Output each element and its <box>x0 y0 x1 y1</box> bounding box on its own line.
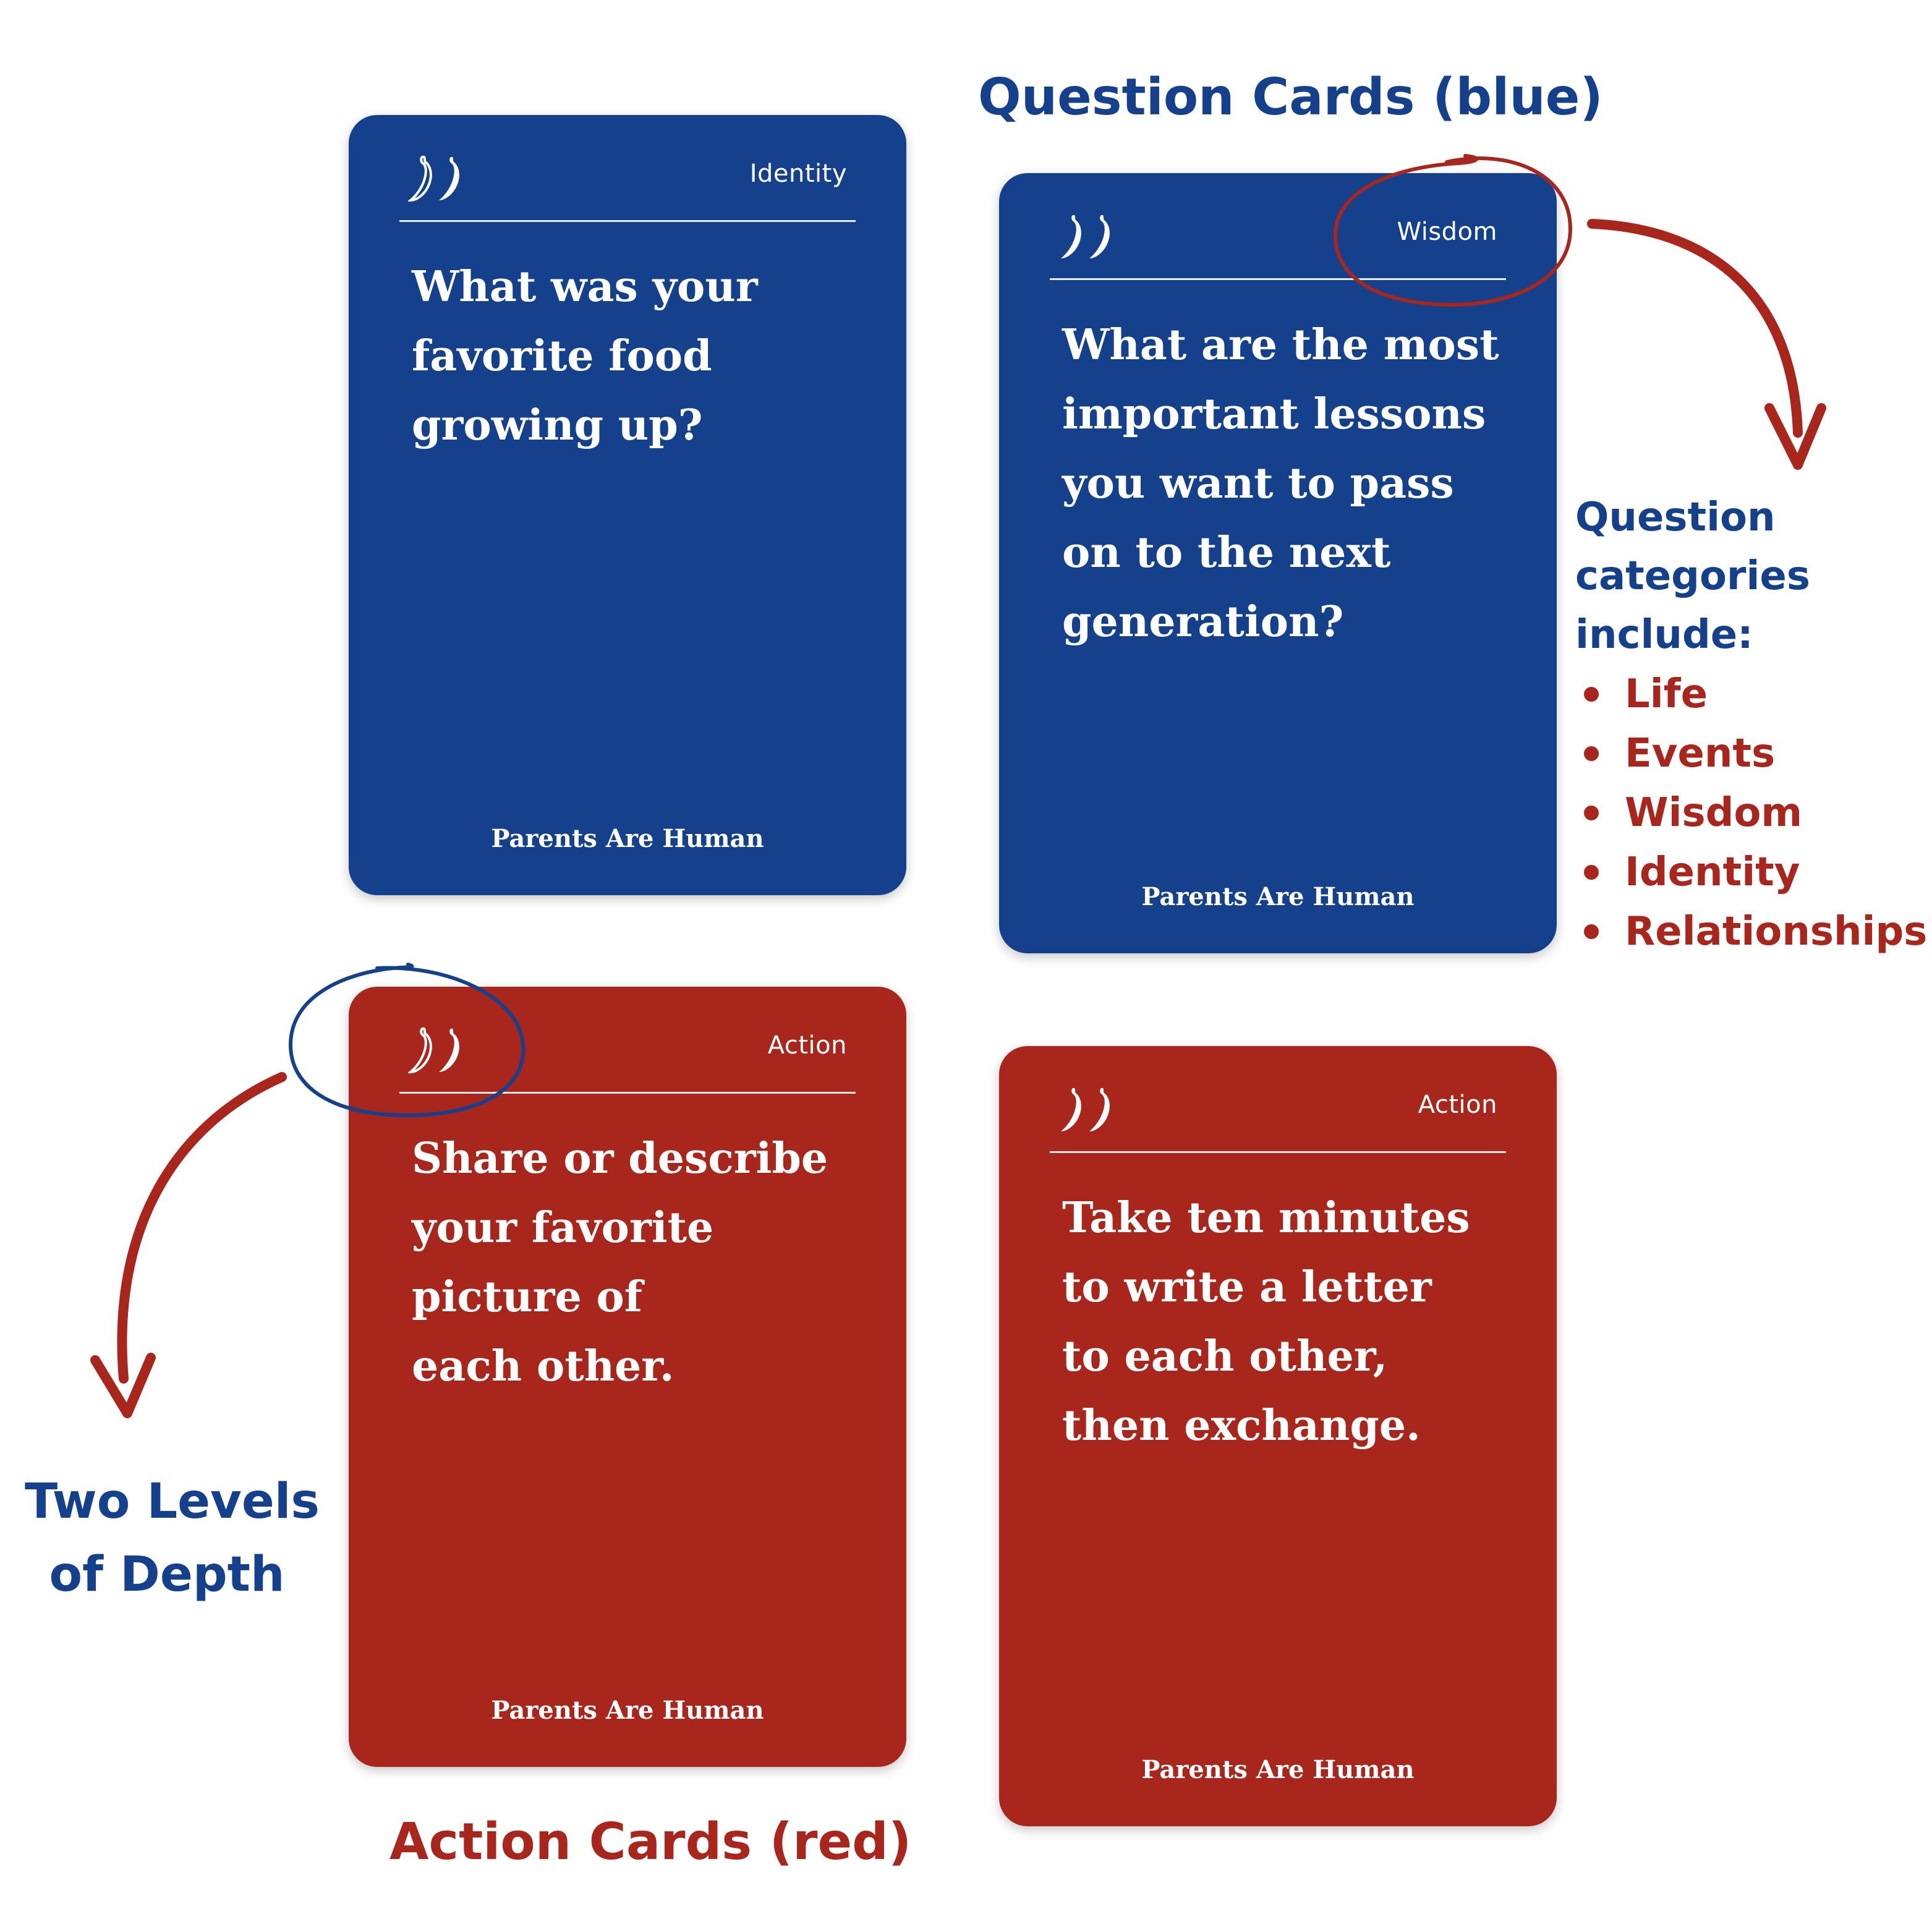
two-levels-heading: Two Levels of Depth <box>25 1474 320 1602</box>
card-category-label: Identity <box>749 160 847 188</box>
card-divider <box>1050 1151 1506 1153</box>
bullet-icon <box>1584 924 1599 939</box>
bullet-icon <box>1584 687 1599 702</box>
card-brand: Parents Are Human <box>491 1696 764 1725</box>
action-cards-heading: Action Cards (red) <box>389 1813 912 1871</box>
action-card-letter <box>999 1046 1557 1826</box>
question-card-identity <box>349 115 906 895</box>
card-question-text: Share or describe your favorite picture of each other. <box>412 1134 828 1391</box>
two-chili-peppers-icon <box>1055 1086 1129 1135</box>
card-brand: Parents Are Human <box>1141 882 1415 911</box>
categories-title: Question categories include: <box>1575 495 1810 658</box>
card-question-text: What was your favorite food growing up? <box>412 262 758 450</box>
card-divider <box>399 1092 856 1094</box>
card-question-text: Take ten minutes to write a letter to each other, then exchange. <box>1062 1193 1470 1450</box>
bullet-icon <box>1584 865 1599 880</box>
card-category-label: Action <box>767 1031 847 1060</box>
card-brand: Parents Are Human <box>1141 1755 1415 1784</box>
category-item-events: Events <box>1575 724 1921 783</box>
two-chili-peppers-icon <box>1055 213 1129 262</box>
action-card-picture <box>349 987 906 1767</box>
category-item-life: Life <box>1575 665 1921 724</box>
question-cards-heading: Question Cards (blue) <box>978 68 1603 127</box>
question-card-wisdom <box>999 173 1557 953</box>
card-divider <box>1050 278 1506 280</box>
card-category-label: Wisdom <box>1397 218 1497 246</box>
bullet-icon <box>1584 806 1599 820</box>
bullet-icon <box>1584 746 1599 761</box>
question-categories-list <box>1575 488 1928 961</box>
two-chili-peppers-icon <box>404 155 479 204</box>
card-category-label: Action <box>1418 1091 1497 1119</box>
red-arrow-annotation-left <box>122 1077 282 1379</box>
category-item-wisdom: Wisdom <box>1575 783 1921 843</box>
category-item-identity: Identity <box>1575 843 1921 902</box>
two-chili-peppers-icon <box>404 1026 479 1076</box>
category-item-relationships: Relationships <box>1575 902 1921 961</box>
card-divider <box>399 220 856 222</box>
red-arrow-annotation <box>1592 224 1798 433</box>
red-arrow-head-left <box>95 1358 151 1413</box>
card-brand: Parents Are Human <box>491 824 764 853</box>
card-question-text: What are the most important lessons you want to pass on to the next generation? <box>1062 320 1499 647</box>
red-arrow-head <box>1769 408 1821 465</box>
